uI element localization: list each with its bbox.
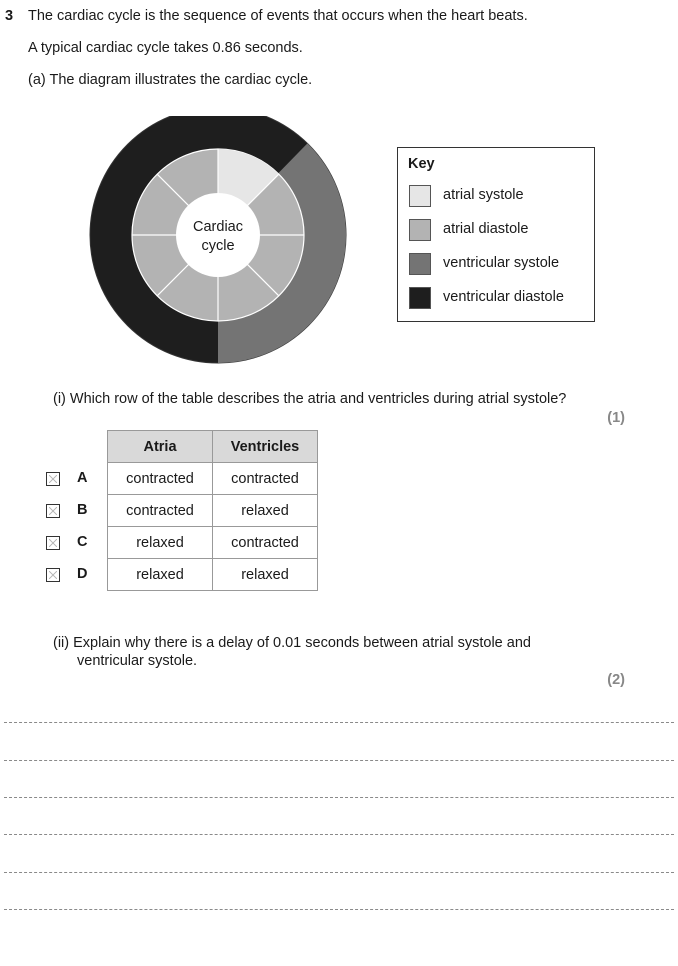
option-letter: D xyxy=(77,566,88,582)
key-label: atrial diastole xyxy=(443,221,529,237)
option-d-checkbox[interactable] xyxy=(46,568,60,582)
color-swatch xyxy=(409,287,431,309)
cell-ventricles: relaxed xyxy=(213,559,318,591)
part-i-marks: (1) xyxy=(607,410,625,426)
option-c-checkbox[interactable] xyxy=(46,536,60,550)
key-title: Key xyxy=(408,156,435,172)
table-row xyxy=(108,495,318,527)
cell-atria: relaxed xyxy=(108,559,213,591)
table-header-row xyxy=(108,431,318,463)
key-label: ventricular diastole xyxy=(443,289,564,305)
option-letter: B xyxy=(77,502,88,518)
color-swatch xyxy=(409,185,431,207)
option-b-checkbox[interactable] xyxy=(46,504,60,518)
color-swatch xyxy=(409,219,431,241)
option-a-checkbox[interactable] xyxy=(46,472,60,486)
color-swatch xyxy=(409,253,431,275)
center-label-line2: cycle xyxy=(201,238,235,254)
question-stem: The cardiac cycle is the sequence of events that occurs when the heart beats. xyxy=(28,8,528,24)
answer-line[interactable] xyxy=(4,722,674,723)
option-letter: A xyxy=(77,470,88,486)
table-row xyxy=(108,463,318,495)
cell-ventricles: contracted xyxy=(213,463,318,495)
part-ii-marks: (2) xyxy=(607,672,625,688)
answer-line[interactable] xyxy=(4,872,674,873)
cell-atria: contracted xyxy=(108,495,213,527)
answer-line[interactable] xyxy=(4,760,674,761)
options-table xyxy=(107,430,318,591)
center-circle xyxy=(176,193,260,277)
center-label-line1: Cardiac xyxy=(193,219,243,235)
cardiac-cycle-diagram xyxy=(86,116,354,372)
cycle-duration-text: A typical cardiac cycle takes 0.86 seconds. xyxy=(28,40,303,56)
part-i-question: (i) Which row of the table describes the atria and ventricles during atrial systole? xyxy=(53,391,567,407)
cell-ventricles: contracted xyxy=(213,527,318,559)
diagram-key xyxy=(397,147,595,322)
header-ventricles: Ventricles xyxy=(213,431,318,463)
answer-line[interactable] xyxy=(4,797,674,798)
answer-line[interactable] xyxy=(4,834,674,835)
key-label: ventricular systole xyxy=(443,255,560,271)
part-ii-question-line1: (ii) Explain why there is a delay of 0.01 seconds between atrial systole and xyxy=(53,635,531,651)
table-row xyxy=(108,559,318,591)
part-ii-question-line2: ventricular systole. xyxy=(77,653,198,669)
answer-line[interactable] xyxy=(4,909,674,910)
header-atria: Atria xyxy=(108,431,213,463)
cell-ventricles: relaxed xyxy=(213,495,318,527)
key-label: atrial systole xyxy=(443,187,524,203)
part-a-text: (a) The diagram illustrates the cardiac cycle. xyxy=(28,72,313,88)
table-row xyxy=(108,527,318,559)
cell-atria: relaxed xyxy=(108,527,213,559)
cell-atria: contracted xyxy=(108,463,213,495)
option-letter: C xyxy=(77,534,88,550)
question-number: 3 xyxy=(5,8,14,24)
